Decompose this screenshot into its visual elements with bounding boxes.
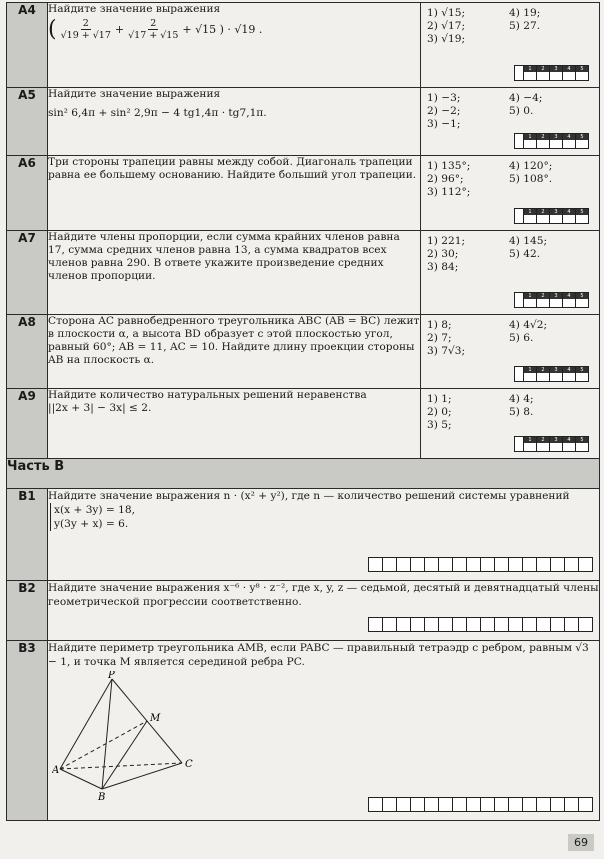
answer-options [427, 393, 597, 432]
answer-grid[interactable]: 1 2 3 4 5 [514, 133, 589, 149]
answer-cell [421, 156, 600, 231]
fraction-denominator: √19 + √17 [60, 30, 111, 41]
answer-grid[interactable]: 1 2 3 4 5 [514, 366, 589, 382]
question-text: Найдите значение выражения [48, 88, 221, 100]
option[interactable]: 1) −3; [427, 92, 461, 104]
plus-sign: + [114, 23, 125, 36]
option[interactable]: 5) 0. [509, 105, 534, 117]
answer-cell [421, 88, 600, 156]
task-label: A8 [7, 315, 48, 389]
equation-system [50, 503, 135, 531]
option[interactable]: 5) 108°. [509, 173, 553, 185]
option[interactable]: 4) 120°; [509, 160, 553, 172]
option[interactable]: 3) √19; [427, 33, 466, 45]
option[interactable]: 2) 7; [427, 332, 452, 344]
answer-grid[interactable] [368, 557, 593, 572]
option[interactable]: 2) 0; [427, 406, 452, 418]
option[interactable]: 3) −1; [427, 118, 461, 130]
task-row-a4 [7, 3, 600, 88]
task-question [48, 641, 600, 821]
answer-options [427, 160, 597, 199]
tetrahedron-diagram [52, 671, 222, 801]
task-row-a8 [7, 315, 600, 389]
task-label: B2 [7, 581, 48, 641]
question-text: Найдите количество натуральных решений неравенства [48, 389, 367, 401]
option[interactable]: 1) 8; [427, 319, 452, 331]
question-text: Найдите значение выражения n · (x² + y²), где n — количество решений системы уравнений [48, 490, 570, 502]
question-text: Найдите периметр треугольника AMB, если PABC — правильный тетраэдр с ребром, равным √3 − 1, и точка M является серединой ребра PC. [48, 642, 589, 668]
task-label: B1 [7, 489, 48, 581]
task-row-b1 [7, 489, 600, 581]
answer-cell [421, 389, 600, 459]
answer-options [427, 235, 597, 274]
option[interactable]: 4) 4; [509, 393, 534, 405]
answer-options [427, 92, 597, 131]
option[interactable]: 3) 84; [427, 261, 459, 273]
tasks-table [6, 2, 600, 821]
answer-cell [421, 231, 600, 315]
answer-options [427, 7, 597, 46]
answer-options [427, 319, 597, 358]
task-label: A6 [7, 156, 48, 231]
answer-grid[interactable]: 1 2 3 4 5 [514, 65, 589, 81]
task-row-a7 [7, 231, 600, 315]
task-question [48, 88, 421, 156]
option[interactable]: 5) 8. [509, 406, 534, 418]
equation-1: x(x + 3y) = 18, [54, 504, 136, 516]
task-question [48, 489, 600, 581]
option[interactable]: 4) 145; [509, 235, 548, 247]
task-row-a5 [7, 88, 600, 156]
task-question [48, 389, 421, 459]
option[interactable]: 4) 19; [509, 7, 541, 19]
option[interactable]: 3) 5; [427, 419, 452, 431]
option[interactable]: 5) 6. [509, 332, 534, 344]
fraction-denominator: √17 + √15 [128, 30, 179, 41]
option[interactable]: 3) 112°; [427, 186, 471, 198]
task-label: A5 [7, 88, 48, 156]
option[interactable]: 5) 27. [509, 20, 541, 32]
task-question: Найдите члены пропорции, если сумма крайних членов равна 17, сумма средних членов равна 13, а сумма квадратов всех членов равна 290. В ответе укажите произведение средних членов пропорции. [48, 231, 421, 315]
task-label: A4 [7, 3, 48, 88]
answer-grid[interactable] [368, 617, 593, 632]
fraction-numerator: 2 [82, 18, 89, 29]
option[interactable]: 1) 1; [427, 393, 452, 405]
task-row-a6 [7, 156, 600, 231]
math-expression: sin² 6,4π + sin² 2,9π − 4 tg1,4π · tg7,1π. [48, 107, 267, 119]
answer-cell [421, 315, 600, 389]
option[interactable]: 1) 135°; [427, 160, 471, 172]
answer-grid[interactable] [368, 797, 593, 812]
answer-grid[interactable]: 1 2 3 4 5 [514, 208, 589, 224]
point-label-b: B [98, 792, 106, 801]
point-label-c: C [185, 759, 193, 770]
task-question [48, 581, 600, 641]
page-number: 69 [568, 834, 594, 851]
option[interactable]: 1) 221; [427, 235, 466, 247]
math-expression: ||2x + 3| − 3x| ≤ 2. [48, 402, 152, 414]
math-expression: ( $\frac{2}{√19 + √17}$ + $\frac{2}{√17 + √15}$ + √15 ) · √19 . [48, 16, 263, 42]
option[interactable]: 4) −4; [509, 92, 543, 104]
option[interactable]: 2) √17; [427, 20, 466, 32]
answer-grid[interactable]: 1 2 3 4 5 [514, 292, 589, 308]
option[interactable]: 2) −2; [427, 105, 461, 117]
option[interactable]: 3) 7√3; [427, 345, 466, 357]
task-question [48, 3, 421, 88]
task-label: B3 [7, 641, 48, 821]
option[interactable]: 5) 42. [509, 248, 541, 260]
task-label: A9 [7, 389, 48, 459]
point-label-a: A [52, 765, 60, 776]
task-row-b2 [7, 581, 600, 641]
task-question: Сторона AC равнобедренного треугольника ABC (AB = BC) лежит в плоскости α, а высота BD образует с этой плоскостью угол, равный 60°; AB = 11, AC = 10. Найдите длину проекции стороны AB на плоскость α. [48, 315, 421, 389]
option[interactable]: 2) 30; [427, 248, 459, 260]
option[interactable]: 2) 96°; [427, 173, 464, 185]
task-label: A7 [7, 231, 48, 315]
point-label-p: P [108, 671, 115, 681]
section-title: Часть B [7, 459, 600, 489]
option[interactable]: 1) √15; [427, 7, 466, 19]
task-question: Три стороны трапеции равны между собой. Диагональ трапеции равна ее большему основанию. Найдите больший угол трапеции. [48, 156, 421, 231]
equation-2: y(3y + x) = 6. [54, 518, 129, 530]
answer-cell [421, 3, 600, 88]
point-label-m: M [150, 713, 161, 724]
fraction-numerator: 2 [150, 18, 157, 29]
section-b-row [7, 459, 600, 489]
task-row-b3 [7, 641, 600, 821]
option[interactable]: 4) 4√2; [509, 319, 548, 331]
question-text: Найдите значение выражения x⁻⁶ · y⁸ · z⁻², где x, y, z — седьмой, десятый и девятнадцатый члены геометрической прогрессии соответственно. [48, 582, 599, 608]
question-text: Найдите значение выражения [48, 3, 221, 15]
answer-grid[interactable]: 1 2 3 4 5 [514, 436, 589, 452]
task-row-a9 [7, 389, 600, 459]
expression-tail: + √15 ) · √19 . [182, 23, 263, 36]
